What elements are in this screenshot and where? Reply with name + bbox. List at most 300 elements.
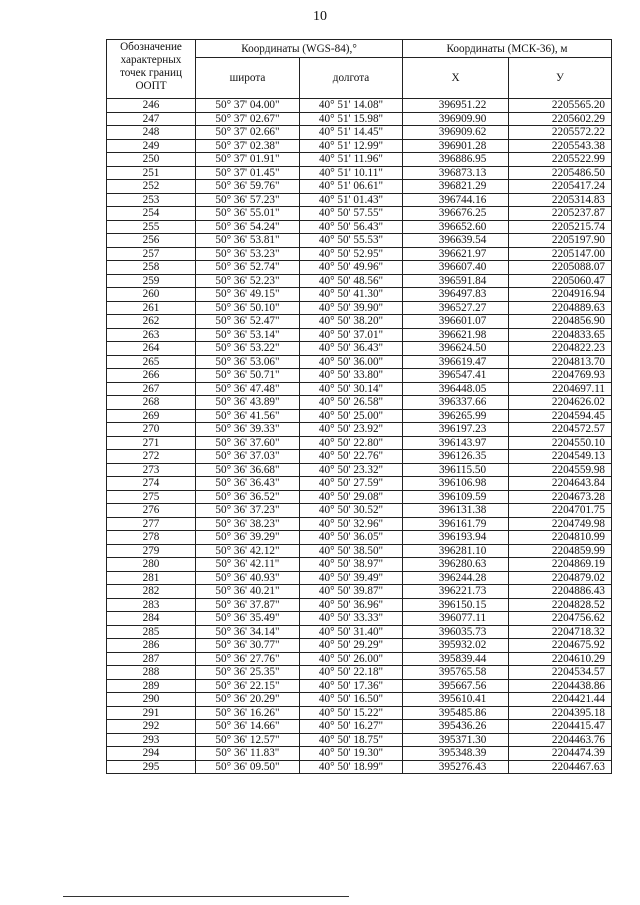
table-row [107,382,612,396]
table-row [107,679,612,693]
point-number-cell: 250 [107,153,196,167]
latitude-cell: 50° 36' 35.49" [196,612,300,626]
point-number-cell: 272 [107,450,196,464]
y-coordinate-cell: 2204697.11 [509,382,612,396]
table-row [107,463,612,477]
latitude-cell: 50° 37' 02.66" [196,126,300,140]
latitude-header: широта [196,58,300,99]
point-number-cell: 253 [107,193,196,207]
latitude-cell: 50° 36' 42.12" [196,544,300,558]
longitude-cell: 40° 50' 19.30" [300,747,403,761]
x-coordinate-cell: 396497.83 [403,288,509,302]
latitude-cell: 50° 36' 16.26" [196,706,300,720]
latitude-cell: 50° 36' 27.76" [196,652,300,666]
table-row [107,585,612,599]
y-coordinate-cell: 2204886.43 [509,585,612,599]
latitude-cell: 50° 36' 40.21" [196,585,300,599]
table-row [107,409,612,423]
point-number-cell: 258 [107,261,196,275]
x-coordinate-cell: 396106.98 [403,477,509,491]
table-row [107,207,612,221]
y-coordinate-cell: 2204859.99 [509,544,612,558]
table-row [107,288,612,302]
longitude-cell: 40° 51' 14.45" [300,126,403,140]
latitude-cell: 50° 36' 12.57" [196,733,300,747]
y-coordinate-cell: 2204828.52 [509,598,612,612]
longitude-cell: 40° 50' 23.32" [300,463,403,477]
point-number-cell: 259 [107,274,196,288]
x-coordinate-cell: 396547.41 [403,369,509,383]
latitude-cell: 50° 36' 39.33" [196,423,300,437]
longitude-cell: 40° 50' 39.49" [300,571,403,585]
longitude-cell: 40° 51' 06.61" [300,180,403,194]
table-row [107,531,612,545]
x-coordinate-cell: 395371.30 [403,733,509,747]
y-coordinate-cell: 2204822.23 [509,342,612,356]
x-coordinate-cell: 396909.90 [403,112,509,126]
y-coordinate-cell: 2204916.94 [509,288,612,302]
point-number-cell: 290 [107,693,196,707]
x-coordinate-cell: 395932.02 [403,639,509,653]
table-row [107,396,612,410]
x-coordinate-cell: 395485.86 [403,706,509,720]
point-number-cell: 288 [107,666,196,680]
longitude-cell: 40° 50' 29.08" [300,490,403,504]
x-header: X [403,58,509,99]
longitude-cell: 40° 50' 18.75" [300,733,403,747]
latitude-cell: 50° 36' 37.23" [196,504,300,518]
coordinates-table-container [106,39,611,774]
point-number-cell: 264 [107,342,196,356]
table-row [107,504,612,518]
y-coordinate-cell: 2204813.70 [509,355,612,369]
longitude-cell: 40° 50' 22.76" [300,450,403,464]
longitude-cell: 40° 50' 36.96" [300,598,403,612]
x-coordinate-cell: 396676.25 [403,207,509,221]
table-row [107,112,612,126]
point-number-cell: 251 [107,166,196,180]
x-coordinate-cell: 396619.47 [403,355,509,369]
longitude-cell: 40° 50' 36.05" [300,531,403,545]
point-number-cell: 277 [107,517,196,531]
y-coordinate-cell: 2205060.47 [509,274,612,288]
point-number-cell: 293 [107,733,196,747]
x-coordinate-cell: 396109.59 [403,490,509,504]
point-number-cell: 282 [107,585,196,599]
latitude-cell: 50° 36' 55.01" [196,207,300,221]
table-row [107,234,612,248]
x-coordinate-cell: 395765.58 [403,666,509,680]
msk-group-header: Координаты (МСК-36), м [403,40,612,58]
y-coordinate-cell: 2204559.98 [509,463,612,477]
point-number-cell: 286 [107,639,196,653]
point-number-cell: 263 [107,328,196,342]
x-coordinate-cell: 396035.73 [403,625,509,639]
longitude-cell: 40° 50' 31.40" [300,625,403,639]
y-coordinate-cell: 2204879.02 [509,571,612,585]
x-coordinate-cell: 396624.50 [403,342,509,356]
designation-header: Обозначение характерных точек границ ООПТ [107,40,196,99]
table-row [107,261,612,275]
latitude-cell: 50° 36' 52.74" [196,261,300,275]
point-number-cell: 274 [107,477,196,491]
x-coordinate-cell: 396652.60 [403,220,509,234]
latitude-cell: 50° 37' 01.45" [196,166,300,180]
x-coordinate-cell: 396265.99 [403,409,509,423]
longitude-cell: 40° 50' 39.87" [300,585,403,599]
longitude-cell: 40° 51' 14.08" [300,99,403,113]
longitude-cell: 40° 50' 38.20" [300,315,403,329]
latitude-cell: 50° 37' 04.00" [196,99,300,113]
y-header: У [509,58,612,99]
point-number-cell: 295 [107,760,196,774]
y-coordinate-cell: 2204810.99 [509,531,612,545]
y-coordinate-cell: 2205602.29 [509,112,612,126]
longitude-cell: 40° 50' 25.00" [300,409,403,423]
table-row [107,180,612,194]
latitude-cell: 50° 36' 36.52" [196,490,300,504]
y-coordinate-cell: 2204673.28 [509,490,612,504]
table-body [107,99,612,774]
y-coordinate-cell: 2204415.47 [509,720,612,734]
longitude-cell: 40° 50' 33.80" [300,369,403,383]
y-coordinate-cell: 2204550.10 [509,436,612,450]
longitude-cell: 40° 50' 23.92" [300,423,403,437]
y-coordinate-cell: 2205215.74 [509,220,612,234]
longitude-cell: 40° 50' 39.90" [300,301,403,315]
point-number-cell: 249 [107,139,196,153]
y-coordinate-cell: 2204769.93 [509,369,612,383]
y-coordinate-cell: 2204833.65 [509,328,612,342]
point-number-cell: 260 [107,288,196,302]
longitude-cell: 40° 50' 18.99" [300,760,403,774]
longitude-cell: 40° 50' 27.59" [300,477,403,491]
y-coordinate-cell: 2204467.63 [509,760,612,774]
latitude-cell: 50° 36' 49.15" [196,288,300,302]
point-number-cell: 271 [107,436,196,450]
table-row [107,598,612,612]
x-coordinate-cell: 395667.56 [403,679,509,693]
latitude-cell: 50° 36' 09.50" [196,760,300,774]
table-row [107,477,612,491]
x-coordinate-cell: 396601.07 [403,315,509,329]
latitude-cell: 50° 36' 50.10" [196,301,300,315]
y-coordinate-cell: 2205314.83 [509,193,612,207]
x-coordinate-cell: 395348.39 [403,747,509,761]
x-coordinate-cell: 396221.73 [403,585,509,599]
x-coordinate-cell: 396143.97 [403,436,509,450]
point-number-cell: 265 [107,355,196,369]
y-coordinate-cell: 2204756.62 [509,612,612,626]
table-row [107,369,612,383]
point-number-cell: 283 [107,598,196,612]
point-number-cell: 276 [107,504,196,518]
longitude-cell: 40° 50' 22.18" [300,666,403,680]
y-coordinate-cell: 2204474.39 [509,747,612,761]
longitude-cell: 40° 50' 30.14" [300,382,403,396]
point-number-cell: 273 [107,463,196,477]
header-group-row [107,40,612,58]
table-row [107,652,612,666]
latitude-cell: 50° 36' 41.56" [196,409,300,423]
point-number-cell: 275 [107,490,196,504]
longitude-cell: 40° 50' 38.97" [300,558,403,572]
point-number-cell: 285 [107,625,196,639]
longitude-cell: 40° 50' 15.22" [300,706,403,720]
y-coordinate-cell: 2204718.32 [509,625,612,639]
table-row [107,720,612,734]
x-coordinate-cell: 396448.05 [403,382,509,396]
x-coordinate-cell: 396197.23 [403,423,509,437]
longitude-cell: 40° 50' 48.56" [300,274,403,288]
y-coordinate-cell: 2204626.02 [509,396,612,410]
y-coordinate-cell: 2205572.22 [509,126,612,140]
y-coordinate-cell: 2204572.57 [509,423,612,437]
latitude-cell: 50° 36' 57.23" [196,193,300,207]
longitude-cell: 40° 50' 36.00" [300,355,403,369]
latitude-cell: 50° 36' 54.24" [196,220,300,234]
latitude-cell: 50° 36' 53.14" [196,328,300,342]
latitude-cell: 50° 36' 34.14" [196,625,300,639]
latitude-cell: 50° 36' 53.81" [196,234,300,248]
y-coordinate-cell: 2205565.20 [509,99,612,113]
table-row [107,126,612,140]
y-coordinate-cell: 2205417.24 [509,180,612,194]
table-row [107,706,612,720]
longitude-cell: 40° 50' 41.30" [300,288,403,302]
latitude-cell: 50° 36' 14.66" [196,720,300,734]
longitude-cell: 40° 51' 12.99" [300,139,403,153]
y-coordinate-cell: 2204643.84 [509,477,612,491]
table-row [107,733,612,747]
y-coordinate-cell: 2204889.63 [509,301,612,315]
latitude-cell: 50° 36' 53.06" [196,355,300,369]
x-coordinate-cell: 395436.26 [403,720,509,734]
x-coordinate-cell: 396337.66 [403,396,509,410]
latitude-cell: 50° 36' 25.35" [196,666,300,680]
y-coordinate-cell: 2204749.98 [509,517,612,531]
point-number-cell: 246 [107,99,196,113]
page-number: 10 [313,9,327,24]
y-coordinate-cell: 2204869.19 [509,558,612,572]
point-number-cell: 262 [107,315,196,329]
x-coordinate-cell: 396909.62 [403,126,509,140]
point-number-cell: 255 [107,220,196,234]
y-coordinate-cell: 2204395.18 [509,706,612,720]
y-coordinate-cell: 2205486.50 [509,166,612,180]
point-number-cell: 266 [107,369,196,383]
point-number-cell: 284 [107,612,196,626]
point-number-cell: 289 [107,679,196,693]
longitude-cell: 40° 50' 52.95" [300,247,403,261]
y-coordinate-cell: 2204463.76 [509,733,612,747]
table-row [107,342,612,356]
latitude-cell: 50° 36' 20.29" [196,693,300,707]
latitude-cell: 50° 36' 42.11" [196,558,300,572]
latitude-cell: 50° 36' 37.60" [196,436,300,450]
latitude-cell: 50° 36' 36.43" [196,477,300,491]
y-coordinate-cell: 2204675.92 [509,639,612,653]
table-row [107,450,612,464]
latitude-cell: 50° 36' 53.22" [196,342,300,356]
x-coordinate-cell: 396150.15 [403,598,509,612]
latitude-cell: 50° 36' 30.77" [196,639,300,653]
longitude-cell: 40° 50' 17.36" [300,679,403,693]
coordinates-table [106,39,612,774]
y-coordinate-cell: 2204438.86 [509,679,612,693]
table-row [107,355,612,369]
latitude-cell: 50° 37' 02.38" [196,139,300,153]
footer-divider [63,896,349,897]
x-coordinate-cell: 396161.79 [403,517,509,531]
y-coordinate-cell: 2205088.07 [509,261,612,275]
table-header [107,40,612,99]
x-coordinate-cell: 396115.50 [403,463,509,477]
latitude-cell: 50° 36' 39.29" [196,531,300,545]
table-row [107,747,612,761]
x-coordinate-cell: 396280.63 [403,558,509,572]
latitude-cell: 50° 36' 52.23" [196,274,300,288]
y-coordinate-cell: 2204421.44 [509,693,612,707]
point-number-cell: 278 [107,531,196,545]
latitude-cell: 50° 36' 11.83" [196,747,300,761]
table-row [107,571,612,585]
longitude-cell: 40° 50' 57.55" [300,207,403,221]
latitude-cell: 50° 36' 38.23" [196,517,300,531]
point-number-cell: 287 [107,652,196,666]
table-row [107,247,612,261]
latitude-cell: 50° 37' 01.91" [196,153,300,167]
point-number-cell: 256 [107,234,196,248]
x-coordinate-cell: 396744.16 [403,193,509,207]
longitude-cell: 40° 50' 56.43" [300,220,403,234]
x-coordinate-cell: 396244.28 [403,571,509,585]
y-coordinate-cell: 2204701.75 [509,504,612,518]
point-number-cell: 268 [107,396,196,410]
longitude-cell: 40° 50' 36.43" [300,342,403,356]
x-coordinate-cell: 396951.22 [403,99,509,113]
latitude-cell: 50° 36' 37.87" [196,598,300,612]
longitude-cell: 40° 50' 26.00" [300,652,403,666]
longitude-cell: 40° 50' 37.01" [300,328,403,342]
table-row [107,693,612,707]
table-row [107,423,612,437]
y-coordinate-cell: 2205197.90 [509,234,612,248]
x-coordinate-cell: 396607.40 [403,261,509,275]
longitude-cell: 40° 51' 11.96" [300,153,403,167]
x-coordinate-cell: 396821.29 [403,180,509,194]
table-row [107,274,612,288]
table-row [107,490,612,504]
x-coordinate-cell: 395610.41 [403,693,509,707]
table-row [107,139,612,153]
longitude-cell: 40° 51' 15.98" [300,112,403,126]
table-row [107,666,612,680]
longitude-cell: 40° 51' 10.11" [300,166,403,180]
latitude-cell: 50° 36' 50.71" [196,369,300,383]
table-row [107,558,612,572]
y-coordinate-cell: 2205522.99 [509,153,612,167]
x-coordinate-cell: 396639.54 [403,234,509,248]
point-number-cell: 267 [107,382,196,396]
y-coordinate-cell: 2205237.87 [509,207,612,221]
latitude-cell: 50° 36' 37.03" [196,450,300,464]
x-coordinate-cell: 396527.27 [403,301,509,315]
table-row [107,301,612,315]
x-coordinate-cell: 396281.10 [403,544,509,558]
latitude-cell: 50° 36' 22.15" [196,679,300,693]
longitude-cell: 40° 50' 16.27" [300,720,403,734]
point-number-cell: 291 [107,706,196,720]
table-row [107,436,612,450]
latitude-cell: 50° 36' 47.48" [196,382,300,396]
point-number-cell: 280 [107,558,196,572]
x-coordinate-cell: 396591.84 [403,274,509,288]
latitude-cell: 50° 36' 52.47" [196,315,300,329]
latitude-cell: 50° 36' 53.23" [196,247,300,261]
longitude-cell: 40° 50' 33.33" [300,612,403,626]
point-number-cell: 281 [107,571,196,585]
table-row [107,544,612,558]
y-coordinate-cell: 2204594.45 [509,409,612,423]
x-coordinate-cell: 396077.11 [403,612,509,626]
x-coordinate-cell: 396901.28 [403,139,509,153]
point-number-cell: 247 [107,112,196,126]
point-number-cell: 248 [107,126,196,140]
longitude-cell: 40° 50' 29.29" [300,639,403,653]
y-coordinate-cell: 2204856.90 [509,315,612,329]
y-coordinate-cell: 2204610.29 [509,652,612,666]
x-coordinate-cell: 396193.94 [403,531,509,545]
x-coordinate-cell: 396621.98 [403,328,509,342]
table-row [107,193,612,207]
longitude-cell: 40° 50' 38.50" [300,544,403,558]
point-number-cell: 261 [107,301,196,315]
y-coordinate-cell: 2205147.00 [509,247,612,261]
x-coordinate-cell: 395839.44 [403,652,509,666]
table-row [107,328,612,342]
table-row [107,153,612,167]
longitude-cell: 40° 51' 01.43" [300,193,403,207]
x-coordinate-cell: 396131.38 [403,504,509,518]
point-number-cell: 269 [107,409,196,423]
point-number-cell: 292 [107,720,196,734]
longitude-cell: 40° 50' 32.96" [300,517,403,531]
table-row [107,517,612,531]
longitude-cell: 40° 50' 26.58" [300,396,403,410]
latitude-cell: 50° 36' 43.89" [196,396,300,410]
x-coordinate-cell: 396621.97 [403,247,509,261]
latitude-cell: 50° 37' 02.67" [196,112,300,126]
longitude-cell: 40° 50' 22.80" [300,436,403,450]
table-row [107,625,612,639]
table-row [107,220,612,234]
latitude-cell: 50° 36' 40.93" [196,571,300,585]
table-row [107,315,612,329]
longitude-cell: 40° 50' 55.53" [300,234,403,248]
y-coordinate-cell: 2205543.38 [509,139,612,153]
x-coordinate-cell: 396126.35 [403,450,509,464]
point-number-cell: 279 [107,544,196,558]
wgs-group-header: Координаты (WGS-84),° [196,40,403,58]
longitude-header: долгота [300,58,403,99]
latitude-cell: 50° 36' 36.68" [196,463,300,477]
point-number-cell: 294 [107,747,196,761]
point-number-cell: 270 [107,423,196,437]
table-row [107,639,612,653]
latitude-cell: 50° 36' 59.76" [196,180,300,194]
point-number-cell: 254 [107,207,196,221]
